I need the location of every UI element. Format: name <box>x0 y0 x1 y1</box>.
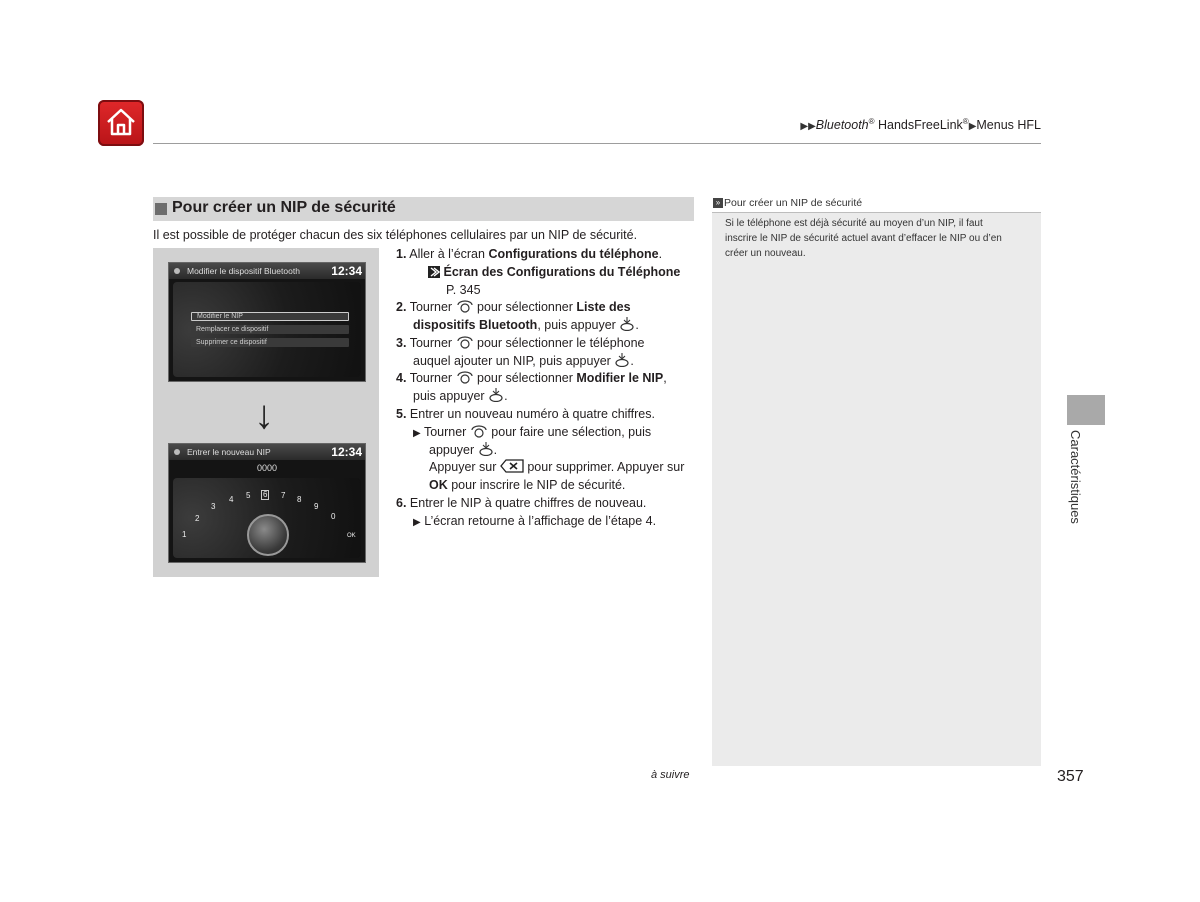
screen-title: Modifier le dispositif Bluetooth <box>187 266 300 276</box>
bullet-arrow-icon: ▶ <box>413 428 421 439</box>
side-note-title: Pour créer un NIP de sécurité <box>724 197 863 209</box>
step-5-sub-3: OK pour inscrire le NIP de sécurité. <box>429 478 626 492</box>
step-1: 1. Aller à l’écran Configurations du téléphone. <box>396 247 663 261</box>
side-note-text: inscrire le NIP de sécurité actuel avant d’effacer le NIP ou d’en <box>725 233 1002 244</box>
screen-clock: 12:34 <box>331 264 362 278</box>
key-1[interactable]: 1 <box>182 530 187 539</box>
down-arrow-icon: ↓ <box>254 393 274 437</box>
side-note <box>712 196 1041 766</box>
step-6-sub: ▶ L’écran retourne à l’affichage de l’étape 4. <box>413 514 657 528</box>
step-6: 6. Entrer le NIP à quatre chiffres de nouveau. <box>396 496 647 510</box>
screen-clock: 12:34 <box>331 445 362 459</box>
breadcrumb-handsfreelink: HandsFreeLink <box>874 118 963 133</box>
step-5-sub-1: ▶ Tourner pour faire une sélection, puis <box>413 423 651 443</box>
bullet-arrow-icon: ▶ <box>413 517 421 528</box>
breadcrumb-arrow-icon: ▶ <box>968 121 977 133</box>
step-3: 3. Tourner pour sélectionner le téléphone <box>396 334 645 354</box>
screen-enter-pin <box>168 443 366 563</box>
step-1-reference: Écran des Configurations du Téléphone <box>428 263 680 283</box>
home-icon <box>105 106 137 138</box>
registered-mark: ® <box>868 117 875 126</box>
chapter-tab-marker[interactable] <box>1067 395 1105 425</box>
breadcrumb <box>800 117 1041 132</box>
reference-arrow-icon <box>428 265 440 283</box>
step-4: 4. Tourner pour sélectionner Modifier le NIP, <box>396 369 667 389</box>
step-2-cont: dispositifs Bluetooth, puis appuyer . <box>413 316 639 336</box>
pin-display: 0000 <box>256 463 278 473</box>
step-4-cont: puis appuyer . <box>413 387 508 407</box>
header-divider <box>153 143 1041 144</box>
key-4[interactable]: 4 <box>229 495 234 504</box>
section-marker-icon <box>155 203 167 215</box>
key-5[interactable]: 5 <box>246 491 251 500</box>
key-9[interactable]: 9 <box>314 502 319 511</box>
menu-item-modify-pin[interactable]: Modifier le NIP <box>191 312 349 321</box>
step-1-page-ref: P. 345 <box>446 283 481 297</box>
selector-knob <box>247 514 289 556</box>
step-2: 2. Tourner pour sélectionner Liste des <box>396 298 631 318</box>
menu-item-delete-device[interactable]: Supprimer ce dispositif <box>191 338 349 347</box>
screen-title-bar <box>169 444 365 460</box>
breadcrumb-menus-hfl: Menus HFL <box>976 118 1041 133</box>
screenshot-panel <box>153 248 379 577</box>
screen-title-bar <box>169 263 365 279</box>
home-button[interactable] <box>98 100 144 146</box>
lock-icon <box>174 449 180 455</box>
side-note-text: créer un nouveau. <box>725 248 806 259</box>
key-6[interactable]: 6 <box>263 490 268 499</box>
key-8[interactable]: 8 <box>297 495 302 504</box>
step-5: 5. Entrer un nouveau numéro à quatre chiffres. <box>396 407 655 421</box>
section-intro: Il est possible de protéger chacun des six téléphones cellulaires par un NIP de sécurité. <box>153 228 638 242</box>
key-7[interactable]: 7 <box>281 491 286 500</box>
key-ok[interactable]: OK <box>347 533 356 539</box>
key-2[interactable]: 2 <box>195 514 200 523</box>
side-note-text: Si le téléphone est déjà sécurité au moyen d’un NIP, il faut <box>725 218 983 229</box>
breadcrumb-bluetooth: Bluetooth <box>815 118 869 133</box>
section-title: Pour créer un NIP de sécurité <box>172 199 396 216</box>
page-number: 357 <box>1057 768 1084 785</box>
menu-item-replace-device[interactable]: Remplacer ce dispositif <box>191 325 349 334</box>
breadcrumb-arrow-icon: ▶▶ <box>800 121 816 133</box>
step-5-sub-1-cont: appuyer . <box>429 441 497 461</box>
continued-label: à suivre <box>651 769 690 781</box>
key-3[interactable]: 3 <box>211 502 216 511</box>
step-3-cont: auquel ajouter un NIP, puis appuyer . <box>413 352 634 372</box>
registered-mark: ® <box>962 117 969 126</box>
step-5-sub-2: Appuyer sur pour supprimer. Appuyer sur <box>429 458 684 478</box>
screen-modify-device <box>168 262 366 382</box>
note-arrow-icon: » <box>713 198 723 208</box>
chapter-tab-label[interactable]: Caractéristiques <box>1068 430 1083 524</box>
screen-title: Entrer le nouveau NIP <box>187 447 271 457</box>
bluetooth-icon <box>174 268 180 274</box>
side-note-header <box>712 196 1041 213</box>
key-0[interactable]: 0 <box>331 512 336 521</box>
